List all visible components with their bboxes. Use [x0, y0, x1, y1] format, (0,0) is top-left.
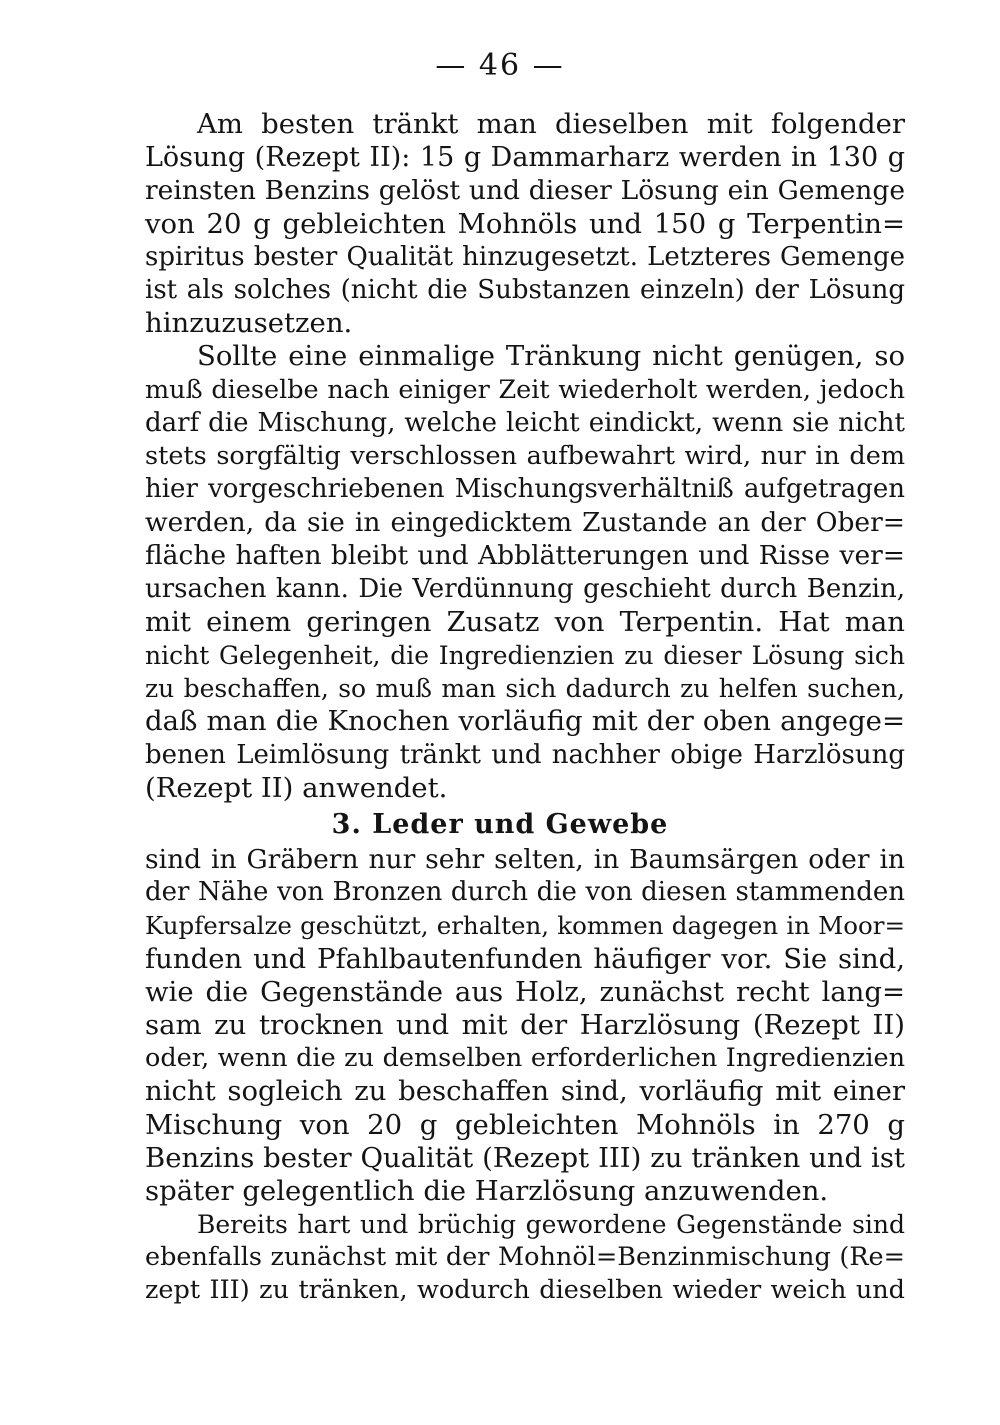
text-line: benen Leimlösung tränkt und nachher obige Harzlösung: [145, 739, 905, 770]
text-line: nicht sogleich zu beschaffen sind, vorläufig mit einer: [145, 1075, 905, 1108]
text-line: mit einem geringen Zusatz von Terpentin. Hat man: [145, 605, 905, 638]
text-line: funden und Pfahlbautenfunden häufiger vor. Sie sind,: [145, 942, 905, 975]
text-line: (Rezept II) anwendet.: [145, 771, 448, 804]
text-line: Am besten tränkt man dieselben mit folgender: [197, 108, 905, 140]
text-line: Mischung von 20 g gebleichten Mohnöls in 270 g: [145, 1108, 905, 1141]
text-line: sam zu trocknen und mit der Harzlösung (Rezept II): [145, 1008, 905, 1041]
text-block-before-heading: [145, 108, 905, 805]
text-line: daß man die Knochen vorläufig mit der oben angege=: [145, 705, 905, 738]
text-line: hinzuzusetzen.: [145, 307, 353, 340]
text-line: von 20 g gebleichten Mohnöls und 150 g Terpentin=: [145, 207, 905, 240]
paragraph: [145, 340, 905, 805]
text-line: Kupfersalze geschützt, erhalten, kommen dagegen in Moor=: [145, 911, 905, 941]
text-line: Benzins bester Qualität (Rezept III) zu tränken und ist: [145, 1141, 905, 1174]
text-block-after-heading: [145, 843, 905, 1308]
paragraph: [145, 1208, 905, 1308]
text-line: werden, da sie in eingedicktem Zustande an der Ober=: [145, 507, 905, 539]
text-line: darf die Mischung, welche leicht eindickt, wenn sie nicht: [145, 407, 905, 438]
text-line: ist als solches (nicht die Substanzen einzeln) der Lösung: [145, 274, 905, 305]
text-line: wie die Gegenstände aus Holz, zunächst recht lang=: [145, 975, 905, 1008]
text-line: der Nähe von Bronzen durch die von diesen stammenden: [145, 877, 905, 908]
text-line: später gelegentlich die Harzlösung anzuwenden.: [145, 1174, 829, 1207]
page-number: — 46 —: [435, 48, 565, 83]
text-line: Lösung (Rezept II): 15 g Dammarharz werden in 130 g: [145, 142, 905, 174]
paragraph: [145, 108, 905, 340]
text-line: ursachen kann. Die Verdünnung geschieht durch Benzin,: [145, 573, 905, 604]
text-line: Bereits hart und brüchig gewordene Gegenstände sind: [197, 1210, 905, 1240]
text-line: zept III) zu tränken, wodurch dieselben wieder weich und: [145, 1275, 905, 1306]
paragraph: [145, 843, 905, 1208]
text-line: fläche haften bleibt und Abblätterungen und Risse ver=: [145, 540, 905, 572]
text-line: oder, wenn die zu demselben erforderlichen Ingredienzien: [145, 1043, 905, 1074]
text-line: spiritus bester Qualität hinzugesetzt. Letzteres Gemenge: [145, 241, 905, 272]
text-line: stets sorgfältig verschlossen aufbewahrt wird, nur in dem: [145, 440, 905, 471]
text-line: muß dieselbe nach einiger Zeit wiederholt werden, jedoch: [145, 374, 905, 405]
section-heading: 3. Leder und Gewebe: [331, 809, 669, 840]
text-line: ebenfalls zunächst mit der Mohnöl=Benzinmischung (Re=: [145, 1242, 905, 1273]
text-line: nicht Gelegenheit, die Ingredienzien zu dieser Lösung sich: [145, 641, 905, 670]
text-line: reinsten Benzins gelöst und dieser Lösung ein Gemenge: [145, 175, 905, 207]
text-line: sind in Gräbern nur sehr selten, in Baumsärgen oder in: [145, 844, 905, 875]
text-line: hier vorgeschriebenen Mischungsverhältniß aufgetragen: [145, 474, 905, 505]
text-line: zu beschaffen, so muß man sich dadurch zu helfen suchen,: [145, 674, 905, 704]
text-line: Sollte eine einmalige Tränkung nicht genügen, so: [197, 340, 905, 373]
